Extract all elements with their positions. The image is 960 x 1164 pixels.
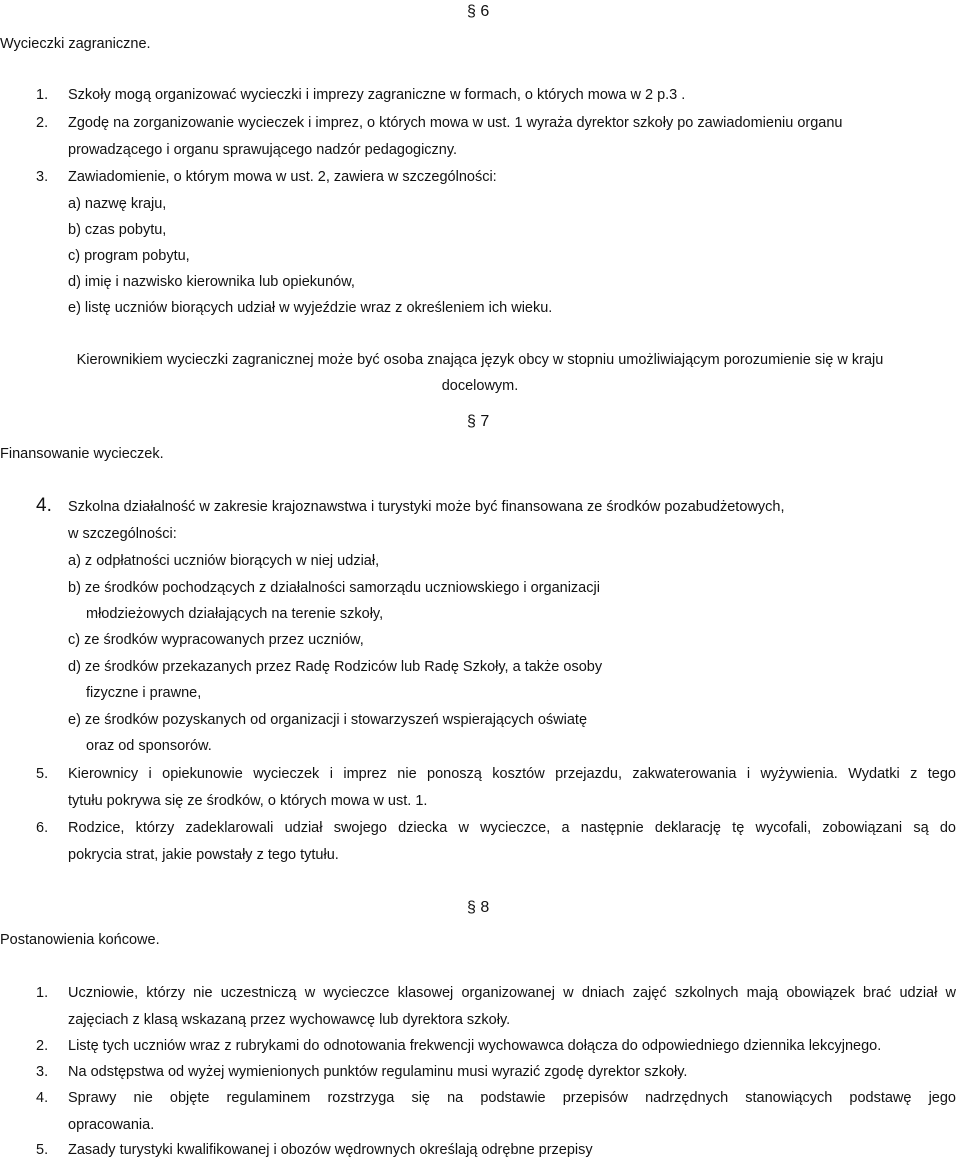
section-8-symbol: § 8 [467,899,490,916]
s8-item-1-number: 1. [36,985,49,1001]
s7-item-5-number: 5. [36,766,49,782]
s8-item-3-text: Na odstępstwa od wyżej wymienionych punktów regulaminu musi wyrazić zgodę dyrektor szkoły. [68,1064,688,1080]
s7-subitem-b-line-1: b) ze środków pochodzących z działalności samorządu uczniowskiego i organizacji [68,580,600,596]
s6-item-1-number: 1. [36,87,49,103]
s7-item-4-text-line-1: Szkolna działalność w zakresie krajoznawstwa i turystyki może być finansowana ze środków pozabudżetowych, [68,499,785,515]
s7-item-5-text-line-2: tytułu pokrywa się ze środków, o których mowa w ust. 1. [68,793,428,809]
s6-item-2-number: 2. [36,115,49,131]
s6-note-line-2: docelowym. [441,378,519,394]
s7-subitem-d-line-1: d) ze środków przekazanych przez Radę Rodziców lub Radę Szkoły, a także osoby [68,659,603,675]
s7-item-6-number: 6. [36,820,49,836]
s8-item-2-text: Listę tych uczniów wraz z rubrykami do odnotowania frekwencji wychowawca dołącza do odpowiedniego dziennika lekcyjnego. [68,1038,882,1054]
s6-item-3-text: Zawiadomienie, o którym mowa w ust. 2, zawiera w szczególności: [68,169,497,185]
s8-item-5-text: Zasady turystyki kwalifikowanej i obozów wędrownych określają odrębne przepisy [68,1142,593,1158]
s7-item-6-text-line-1: Rodzice, którzy zadeklarowali udział swojego dziecka w wycieczce, a następnie deklarację tę wycofali, zobowiązani są do [68,820,956,836]
s8-item-4-text-line-1: Sprawy nie objęte regulaminem rozstrzyga się na podstawie przepisów nadrzędnych stanowiących podstawę jego [68,1090,956,1106]
section-7-heading: Finansowanie wycieczek. [0,446,164,462]
s6-item-2-text-line-1: Zgodę na zorganizowanie wycieczek i imprez, o których mowa w ust. 1 wyraża dyrektor szkoły po zawiadomieniu organu [68,115,843,131]
section-6-symbol: § 6 [467,3,490,20]
s6-subitem-b: b) czas pobytu, [68,222,167,238]
s6-item-3-number: 3. [36,169,49,185]
s8-item-2-number: 2. [36,1038,49,1054]
s7-item-5-text-line-1: Kierownicy i opiekunowie wycieczek i imprez nie ponoszą kosztów przejazdu, zakwaterowania i wyżywienia. Wydatki z tego [68,766,956,782]
s6-subitem-d: d) imię i nazwisko kierownika lub opiekunów, [68,274,355,290]
s7-subitem-a: a) z odpłatności uczniów biorących w niej udział, [68,553,380,569]
s7-subitem-d-line-2: fizyczne i prawne, [86,685,202,701]
s8-item-4-number: 4. [36,1090,49,1106]
s6-subitem-c: c) program pobytu, [68,248,190,264]
section-8-heading: Postanowienia końcowe. [0,932,160,948]
s7-subitem-b-line-2: młodzieżowych działających na terenie szkoły, [86,606,384,622]
s8-item-5-number: 5. [36,1142,49,1158]
s7-subitem-e-line-2: oraz od sponsorów. [86,738,212,754]
s7-subitem-c: c) ze środków wypracowanych przez uczniów, [68,632,364,648]
s6-item-1-text: Szkoły mogą organizować wycieczki i imprezy zagraniczne w formach, o których mowa w 2 p.3 . [68,87,686,103]
s7-item-6-text-line-2: pokrycia strat, jakie powstały z tego tytułu. [68,847,339,863]
s7-item-4-text-line-2: w szczególności: [68,526,177,542]
s6-note-line-1: Kierownikiem wycieczki zagranicznej może być osoba znająca język obcy w stopniu umożliwiającym porozumienie się w kraju [76,352,884,368]
s7-subitem-e-line-1: e) ze środków pozyskanych od organizacji i stowarzyszeń wspierających oświatę [68,712,588,728]
s8-item-4-text-line-2: opracowania. [68,1117,155,1133]
s8-item-1-text-line-2: zajęciach z klasą wskazaną przez wychowawcę lub dyrektora szkoły. [68,1012,511,1028]
s8-item-3-number: 3. [36,1064,49,1080]
s6-subitem-a: a) nazwę kraju, [68,196,167,212]
s6-item-2-text-line-2: prowadzącego i organu sprawującego nadzór pedagogiczny. [68,142,458,158]
s7-item-4-number: 4. [36,495,52,516]
s6-subitem-e: e) listę uczniów biorących udział w wyjeździe wraz z określeniem ich wieku. [68,300,553,316]
s8-item-1-text-line-1: Uczniowie, którzy nie uczestniczą w wycieczce klasowej organizowanej w dniach zajęć szkolnych mają obowiązek brać udział w [68,985,956,1001]
section-6-heading: Wycieczki zagraniczne. [0,36,151,52]
section-7-symbol: § 7 [467,413,490,430]
